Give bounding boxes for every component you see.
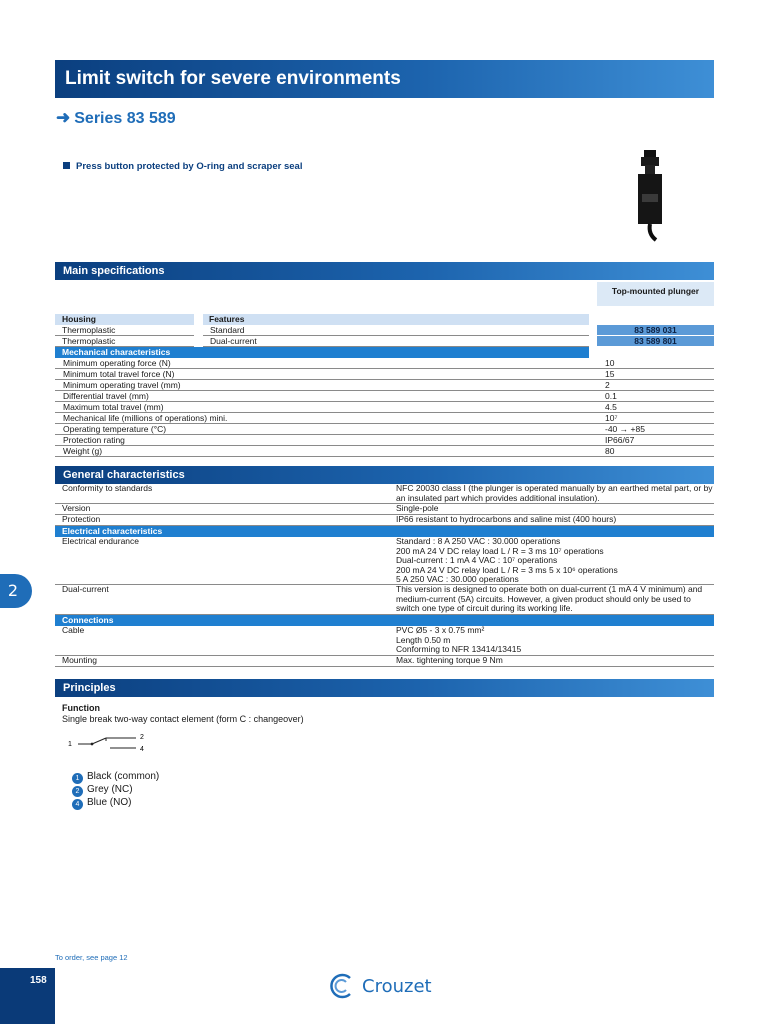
endurance-line: Standard : 8 A 250 VAC : 30.000 operations: [396, 536, 561, 546]
mechanical-value: 4.5: [605, 402, 617, 412]
page-title: Limit switch for severe environments: [55, 60, 714, 98]
series-label: Series 83 589: [74, 110, 176, 127]
mechanical-value: 0.1: [605, 391, 617, 401]
housing-column-head: Housing: [55, 314, 194, 325]
cable-row: [55, 626, 714, 656]
product-photo: [628, 150, 676, 242]
cable-label: Cable: [62, 625, 85, 635]
principles-heading: Principles: [55, 679, 714, 697]
legend-text: Grey (NC): [87, 784, 133, 795]
model-2-code: 83 589 801: [597, 336, 714, 347]
mechanical-characteristics-head: Mechanical characteristics: [55, 347, 589, 358]
mechanical-row: [55, 369, 714, 380]
terminal-2-label: 2: [140, 734, 144, 741]
model-1-code: 83 589 031: [597, 325, 714, 336]
dual-current-label: Dual-current: [62, 584, 109, 594]
feature-bullet-text: Press button protected by O-ring and scraper seal: [76, 161, 303, 172]
endurance-line: Dual-current : 1 mA 4 VAC : 10⁷ operations: [396, 555, 558, 565]
general-characteristics-heading: General characteristics: [55, 466, 714, 484]
mechanical-value: 2: [605, 380, 610, 390]
version-label: Version: [62, 503, 91, 513]
mechanical-row: [55, 358, 714, 369]
order-note-link[interactable]: To order, see page 12: [55, 953, 128, 962]
conformity-value: NFC 20030 class I (the plunger is operated manually by an earthed metal part, or by an insulated part which provides additional insulation).: [396, 483, 713, 503]
cable-line: Length 0.50 m: [396, 634, 451, 645]
legend-item: [72, 797, 131, 810]
mechanical-label: Operating temperature (°C): [63, 424, 167, 434]
dual-current-row: [55, 585, 714, 615]
mechanical-value: 15: [605, 369, 615, 379]
mechanical-value: -40 → +85: [605, 424, 645, 434]
features-column-head: Features: [203, 314, 589, 325]
main-specs-heading: Main specifications: [55, 262, 714, 280]
number-badge-icon: 2: [72, 786, 83, 797]
protection-label: Protection: [62, 514, 101, 524]
terminal-1-label: 1: [68, 741, 72, 748]
model-1-feature: Standard: [203, 325, 589, 336]
protection-row: [55, 515, 714, 526]
dual-current-value: This version is designed to operate both on dual-current (1 mA 4 V minimum) and medium-current (5A) circuits. However, a given product should only be used to switch one type of circuit during its working life.: [396, 584, 703, 613]
mechanical-value: 10⁷: [605, 413, 618, 423]
function-text: Single break two-way contact element (form C : changeover): [62, 714, 304, 724]
chapter-tab: 2: [0, 574, 32, 608]
endurance-label: Electrical endurance: [62, 536, 140, 546]
mechanical-row: [55, 402, 714, 413]
connections-head: Connections: [55, 615, 714, 626]
top-mounted-plunger-head: Top-mounted plunger: [597, 282, 714, 306]
series-heading: [56, 108, 176, 128]
terminal-4-label: 4: [140, 746, 144, 753]
model-2-housing: Thermoplastic: [55, 336, 194, 347]
feature-bullet: [63, 161, 302, 172]
mechanical-label: Maximum total travel (mm): [63, 402, 164, 412]
legend-item: [72, 784, 133, 797]
model-1-housing: Thermoplastic: [55, 325, 194, 336]
cable-line: Conforming to NFR 13414/13415: [396, 644, 522, 654]
mechanical-label: Differential travel (mm): [63, 391, 149, 401]
cable-values: [396, 626, 714, 655]
square-bullet-icon: [63, 162, 70, 169]
endurance-line: 5 A 250 VAC : 30.000 operations: [396, 574, 519, 584]
mechanical-label: Weight (g): [63, 446, 103, 456]
electrical-characteristics-head: Electrical characteristics: [55, 526, 714, 537]
mechanical-row: [55, 435, 714, 446]
legend-text: Black (common): [87, 771, 160, 782]
function-title: Function: [62, 703, 100, 713]
mechanical-row: [55, 391, 714, 402]
mechanical-label: Mechanical life (millions of operations) mini.: [63, 413, 228, 423]
mechanical-label: Protection rating: [63, 435, 125, 445]
model-2-feature: Dual-current: [203, 336, 589, 347]
number-badge-icon: 1: [72, 773, 83, 784]
mounting-value: Max. tightening torque 9 Nm: [396, 655, 503, 665]
mounting-row: [55, 656, 714, 667]
version-value: Single-pole: [396, 503, 439, 513]
mounting-label: Mounting: [62, 655, 97, 665]
endurance-line: 200 mA 24 V DC relay load L / R = 3 ms 10⁷ operations: [396, 545, 604, 556]
mechanical-value: IP66/67: [605, 435, 635, 445]
conformity-row: [55, 484, 714, 504]
contact-diagram: [62, 728, 162, 758]
mechanical-label: Minimum total travel force (N): [63, 369, 175, 379]
legend-item: [72, 771, 159, 784]
mechanical-row: [55, 380, 714, 391]
legend-text: Blue (NO): [87, 797, 132, 808]
mechanical-label: Minimum operating travel (mm): [63, 380, 181, 390]
page-number: 158: [30, 975, 47, 986]
mechanical-value: 10: [605, 358, 615, 368]
arrow-right-icon: ➜: [56, 108, 71, 127]
protection-value: IP66 resistant to hydrocarbons and saline mist (400 hours): [396, 514, 617, 524]
mechanical-row: [55, 424, 714, 435]
mechanical-row: [55, 413, 714, 424]
endurance-values: [396, 537, 714, 585]
mechanical-label: Minimum operating force (N): [63, 358, 171, 368]
number-badge-icon: 4: [72, 799, 83, 810]
mechanical-row: [55, 446, 714, 457]
crouzet-logo-icon: [328, 972, 356, 1000]
cable-line: PVC Ø5 - 3 x 0.75 mm²: [396, 625, 485, 635]
left-margin: [0, 0, 55, 1024]
endurance-row: [55, 537, 714, 585]
mechanical-value: 80: [605, 446, 615, 456]
brand-name: Crouzet: [362, 976, 432, 997]
conformity-label: Conformity to standards: [62, 483, 153, 493]
endurance-line: 200 mA 24 V DC relay load L / R = 3 ms 5 x 10⁶ operations: [396, 564, 618, 575]
